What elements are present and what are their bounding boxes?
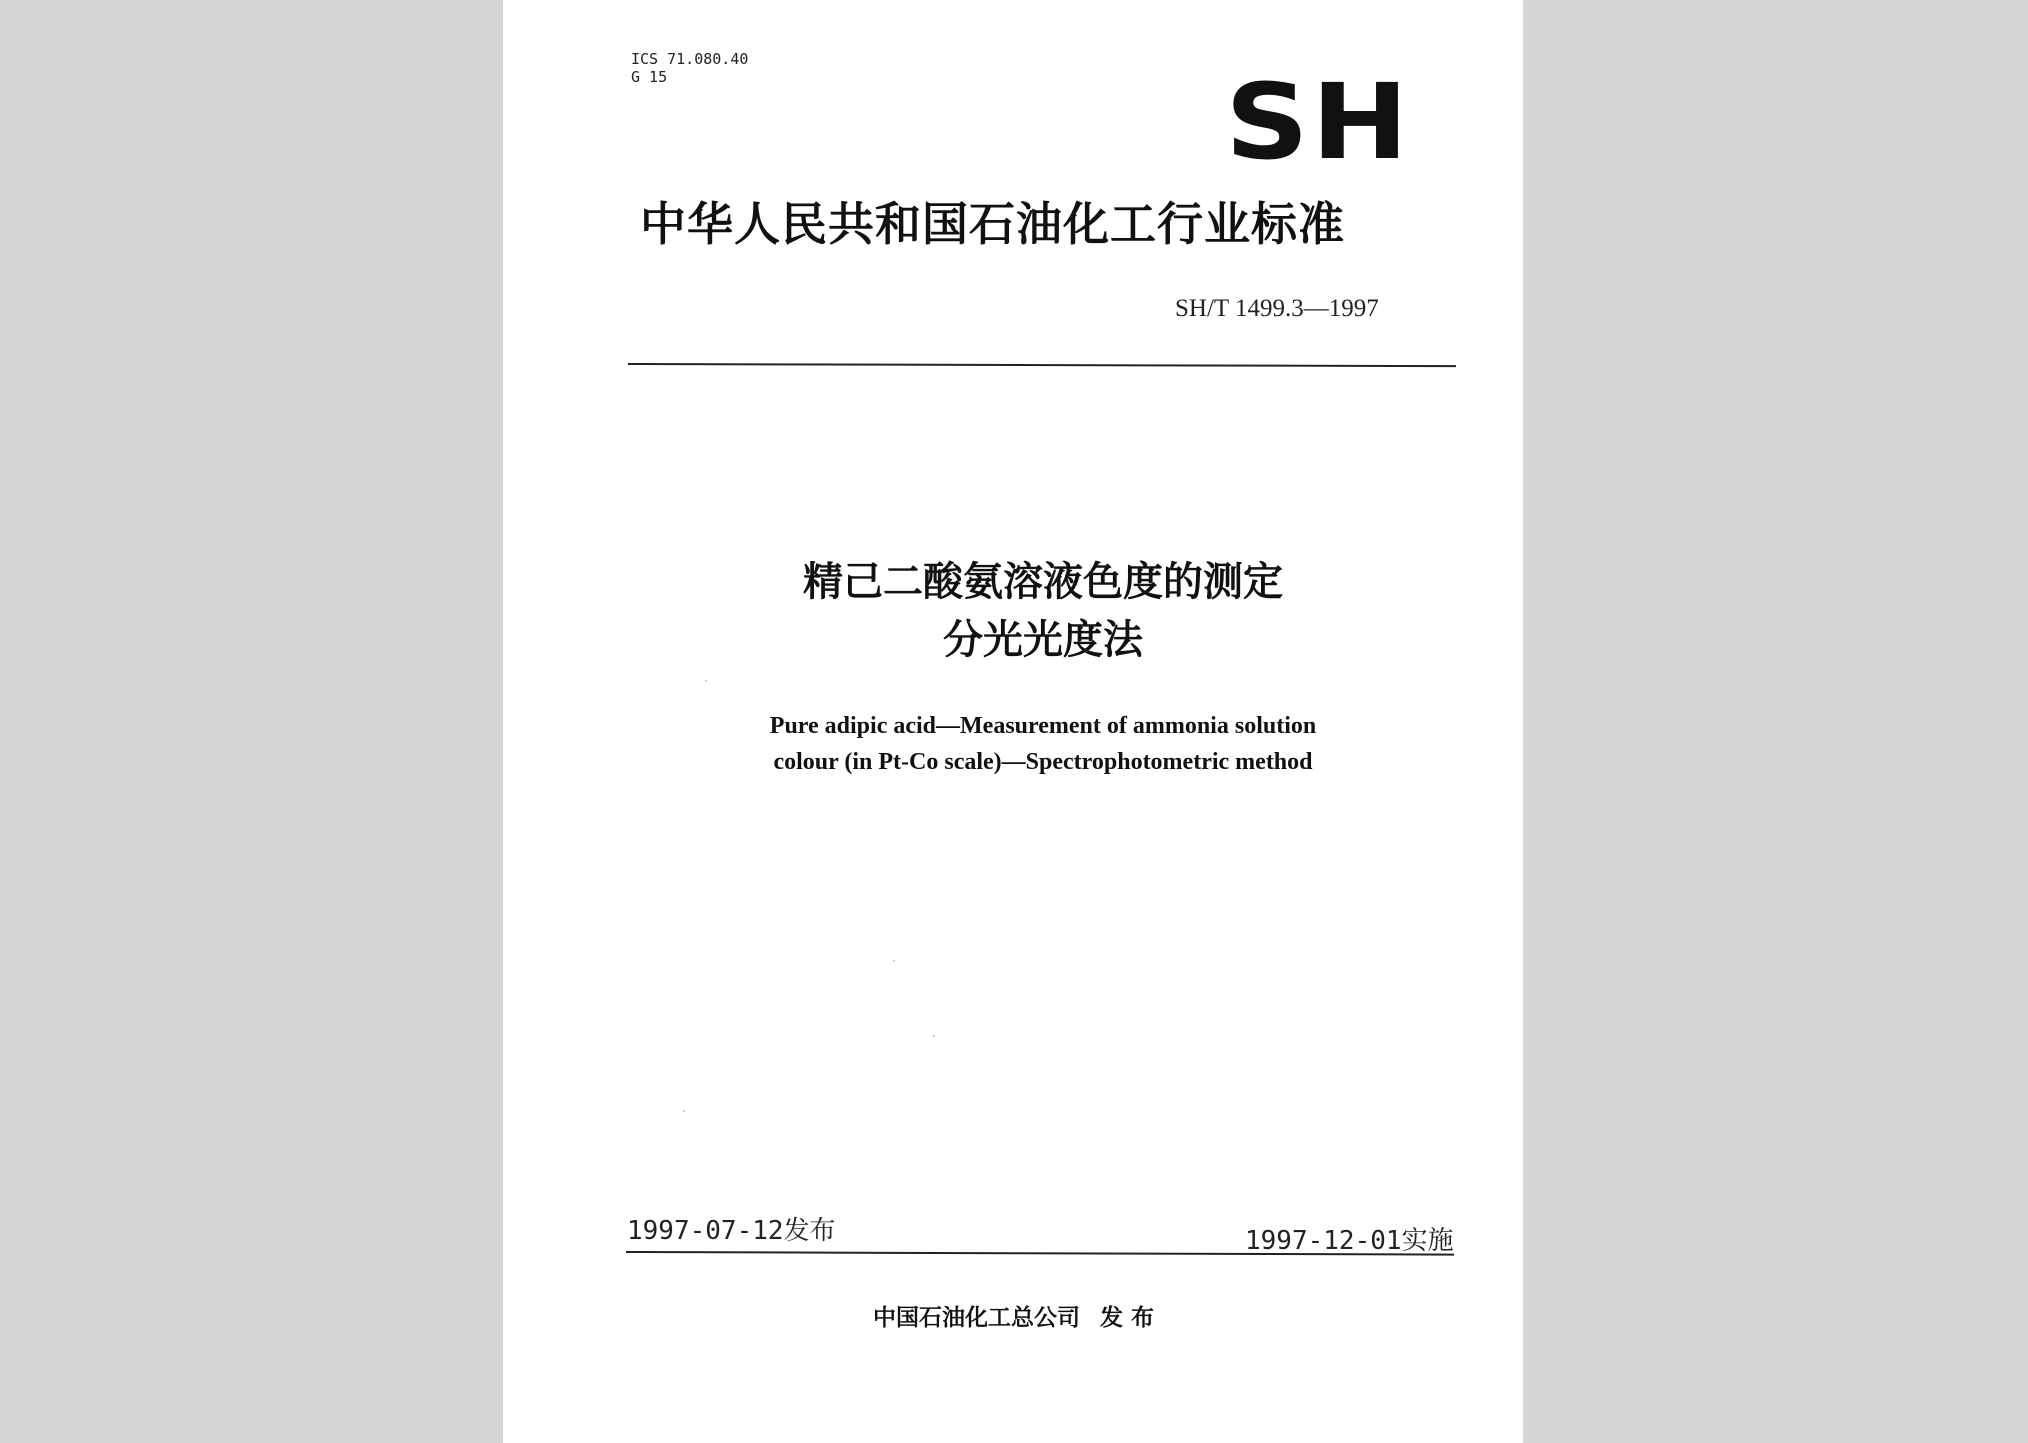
- classification-codes: [631, 50, 748, 86]
- title-english-line1: Pure adipic acid—Measurement of ammonia solution: [769, 713, 1317, 739]
- publisher-suffix: 发 布: [1100, 1305, 1155, 1331]
- title-chinese-line1: 精己二酸氨溶液色度的测定: [803, 559, 1283, 605]
- title-english: [653, 708, 1433, 780]
- ics-code: ICS 71.080.40: [631, 50, 749, 68]
- publisher-line: [873, 1303, 1154, 1333]
- title-chinese: [763, 553, 1323, 669]
- ccs-code: G 15: [631, 68, 668, 86]
- scan-speck: [893, 960, 895, 962]
- title-chinese-line2: 分光光度法: [943, 617, 1143, 663]
- issue-date: 1997-07-12发布: [627, 1216, 836, 1246]
- standard-number: SH/T 1499.3—1997: [1175, 295, 1379, 322]
- scan-speck: [933, 1035, 935, 1037]
- header-title: 中华人民共和国石油化工行业标准: [640, 197, 1345, 251]
- title-english-line2: colour (in Pt-Co scale)—Spectrophotometric method: [773, 749, 1313, 775]
- implement-date: 1997-12-01实施: [1245, 1226, 1454, 1256]
- document-page: [503, 0, 1523, 1443]
- sh-logo: SH: [1225, 61, 1411, 183]
- header-divider: [628, 363, 1456, 367]
- scan-speck: [683, 1110, 685, 1112]
- publisher-name: 中国石油化工总公司: [873, 1305, 1080, 1331]
- scan-speck: [705, 680, 707, 682]
